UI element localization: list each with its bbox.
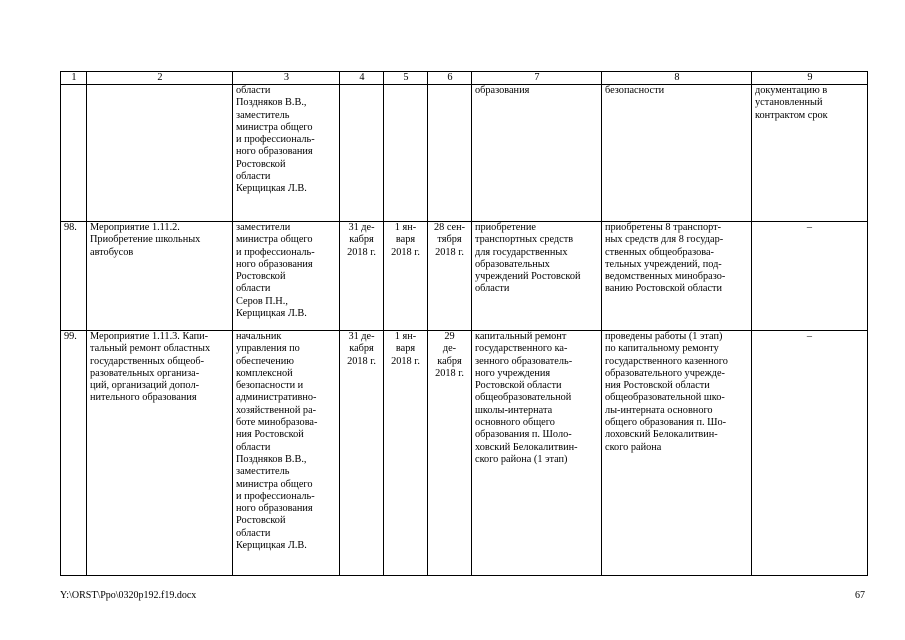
- col-header-8: 8: [602, 72, 752, 85]
- expected-result: образования: [472, 85, 602, 222]
- end-date: 28 сен- тября 2018 г.: [428, 222, 472, 331]
- responsible-person: начальник управления по обеспечению комплексной безопасности и административно- хозяйственной ра- боте минобразова- ния Ростовской области Поздняков В.В., заместитель министра общего и профессиональ- ного образования Ростовской области Керщицкая Л.В.: [233, 331, 340, 576]
- actual-result: безопасности: [602, 85, 752, 222]
- event-name: [87, 85, 233, 222]
- plan-start-date: [340, 85, 384, 222]
- problems: –: [752, 331, 868, 576]
- col-header-5: 5: [384, 72, 428, 85]
- table-row: [61, 85, 868, 222]
- plan-start-date: 31 де- кабря 2018 г.: [340, 222, 384, 331]
- actual-start-date: 1 ян- варя 2018 г.: [384, 222, 428, 331]
- problems: –: [752, 222, 868, 331]
- responsible-person: области Поздняков В.В., заместитель министра общего и профессиональ- ного образования Ростовской области Керщицкая Л.В.: [233, 85, 340, 222]
- footer-page-number: 67: [855, 590, 865, 601]
- row-number: 98.: [61, 222, 87, 331]
- actual-start-date: 1 ян- варя 2018 г.: [384, 331, 428, 576]
- expected-result: приобретение транспортных средств для государственных образовательных учреждений Ростовской области: [472, 222, 602, 331]
- expected-result: капитальный ремонт государственного ка- зенного образователь- ного учреждения Ростовской области общеобразовательной школы-интерната основного общего образования п. Шоло- ховский Белокалитвин- ского района (1 этап): [472, 331, 602, 576]
- actual-result: проведены работы (1 этап) по капитальному ремонту государственного казенного образовательного учрежде- ния Ростовской области общеобразовательной шко- лы-интерната основного общего образования п. Шо- лоховский Белокалитвин- ского района: [602, 331, 752, 576]
- actual-start-date: [384, 85, 428, 222]
- end-date: [428, 85, 472, 222]
- col-header-3: 3: [233, 72, 340, 85]
- col-header-9: 9: [752, 72, 868, 85]
- col-header-1: 1: [61, 72, 87, 85]
- document-table: [60, 71, 868, 576]
- header-row: [61, 72, 868, 85]
- col-header-6: 6: [428, 72, 472, 85]
- responsible-person: заместители министра общего и профессиональ- ного образования Ростовской области Серов П.Н., Керщицкая Л.В.: [233, 222, 340, 331]
- row-number: [61, 85, 87, 222]
- col-header-4: 4: [340, 72, 384, 85]
- table-row: [61, 331, 868, 576]
- table-row: [61, 222, 868, 331]
- problems: документацию в установленный контрактом срок: [752, 85, 868, 222]
- event-name: Мероприятие 1.11.3. Капи- тальный ремонт областных государственных общеоб- разовательных организа- ций, организаций допол- нительного образования: [87, 331, 233, 576]
- col-header-7: 7: [472, 72, 602, 85]
- event-name: Мероприятие 1.11.2. Приобретение школьных автобусов: [87, 222, 233, 331]
- plan-start-date: 31 де- кабря 2018 г.: [340, 331, 384, 576]
- end-date: 29 де- кабря 2018 г.: [428, 331, 472, 576]
- actual-result: приобретены 8 транспорт- ных средств для 8 государ- ственных общеобразова- тельных учреждений, под- ведомственных минобразо- ванию Ростовской области: [602, 222, 752, 331]
- footer-file-path: Y:\ORST\Ppo\0320p192.f19.docx: [60, 590, 197, 601]
- row-number: 99.: [61, 331, 87, 576]
- col-header-2: 2: [87, 72, 233, 85]
